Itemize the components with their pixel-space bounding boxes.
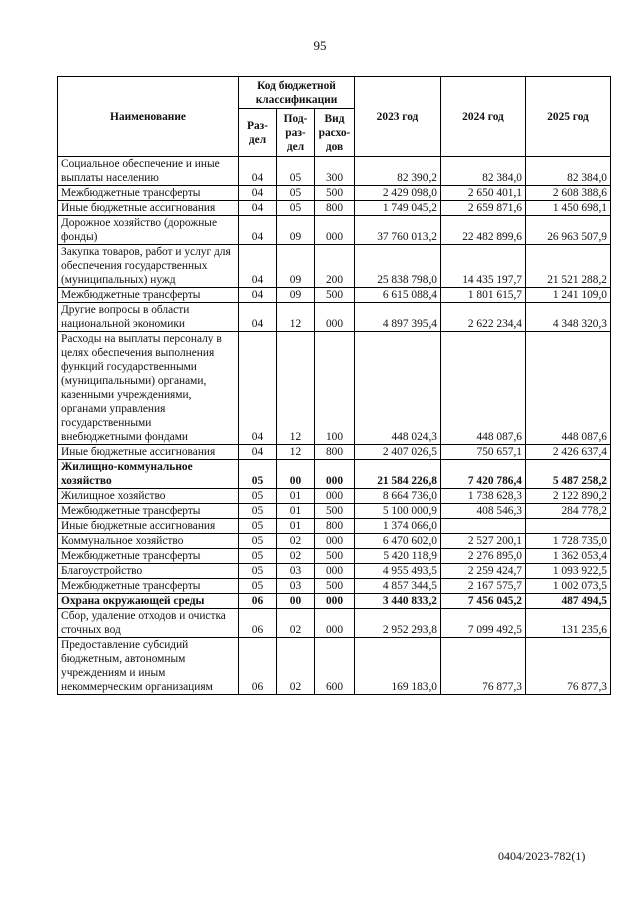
row-value-2024: 7 099 492,5: [441, 609, 526, 638]
row-name: Межбюджетные трансферты: [58, 579, 239, 594]
budget-table: [57, 76, 611, 695]
row-podrazdel: 03: [277, 579, 315, 594]
row-razdel: 05: [239, 519, 277, 534]
table-row: [58, 303, 611, 332]
table-row: [58, 549, 611, 564]
row-name: Иные бюджетные ассигнования: [58, 519, 239, 534]
header-2024: 2024 год: [441, 77, 526, 157]
row-value-2023: 2 429 098,0: [355, 186, 441, 201]
row-vid: 800: [315, 519, 355, 534]
row-value-2024: 76 877,3: [441, 638, 526, 695]
row-razdel: 05: [239, 579, 277, 594]
row-podrazdel: 12: [277, 303, 315, 332]
row-name: Жилищно-коммунальное хозяйство: [58, 460, 239, 489]
row-value-2025: 5 487 258,2: [526, 460, 611, 489]
row-name: Коммунальное хозяйство: [58, 534, 239, 549]
row-razdel: 04: [239, 157, 277, 186]
row-podrazdel: 03: [277, 564, 315, 579]
header-podrazdel: Под-раз-дел: [277, 109, 315, 157]
table-row: [58, 638, 611, 695]
row-razdel: 05: [239, 564, 277, 579]
row-name: Социальное обеспечение и иные выплаты населению: [58, 157, 239, 186]
row-name: Охрана окружающей среды: [58, 594, 239, 609]
row-vid: 500: [315, 549, 355, 564]
row-value-2023: 5 100 000,9: [355, 504, 441, 519]
row-value-2024: 750 657,1: [441, 445, 526, 460]
row-value-2023: 169 183,0: [355, 638, 441, 695]
row-value-2023: 6 615 088,4: [355, 288, 441, 303]
row-razdel: 05: [239, 460, 277, 489]
row-vid: 200: [315, 245, 355, 288]
row-podrazdel: 05: [277, 186, 315, 201]
row-value-2024: 2 259 424,7: [441, 564, 526, 579]
row-value-2025: 1 093 922,5: [526, 564, 611, 579]
row-name: Иные бюджетные ассигнования: [58, 201, 239, 216]
row-value-2024: 14 435 197,7: [441, 245, 526, 288]
row-name: Предоставление субсидий бюджетным, автономным учреждениям и иным некоммерческим организациям: [58, 638, 239, 695]
row-vid: 500: [315, 579, 355, 594]
row-value-2024: 2 276 895,0: [441, 549, 526, 564]
row-value-2025: 2 608 388,6: [526, 186, 611, 201]
document-code: 0404/2023-782(1): [498, 849, 586, 863]
row-value-2025: 284 778,2: [526, 504, 611, 519]
row-razdel: 06: [239, 638, 277, 695]
row-vid: 300: [315, 157, 355, 186]
row-razdel: 04: [239, 332, 277, 445]
table-row: [58, 489, 611, 504]
row-value-2024: 7 420 786,4: [441, 460, 526, 489]
row-podrazdel: 12: [277, 445, 315, 460]
row-value-2024: 1 738 628,3: [441, 489, 526, 504]
row-razdel: 04: [239, 245, 277, 288]
row-podrazdel: 05: [277, 157, 315, 186]
row-name: Благоустройство: [58, 564, 239, 579]
row-name: Сбор, удаление отходов и очистка сточных вод: [58, 609, 239, 638]
row-vid: 800: [315, 445, 355, 460]
row-razdel: 05: [239, 549, 277, 564]
row-value-2023: 4 857 344,5: [355, 579, 441, 594]
row-podrazdel: 09: [277, 216, 315, 245]
row-podrazdel: 00: [277, 594, 315, 609]
row-vid: 500: [315, 288, 355, 303]
row-value-2023: 8 664 736,0: [355, 489, 441, 504]
row-vid: 000: [315, 303, 355, 332]
table-row: [58, 594, 611, 609]
table-row: [58, 216, 611, 245]
row-value-2025: 4 348 320,3: [526, 303, 611, 332]
row-value-2025: 2 426 637,4: [526, 445, 611, 460]
row-vid: 100: [315, 332, 355, 445]
row-podrazdel: 01: [277, 504, 315, 519]
header-2025: 2025 год: [526, 77, 611, 157]
row-razdel: 05: [239, 534, 277, 549]
row-value-2024: [441, 519, 526, 534]
row-value-2023: 6 470 602,0: [355, 534, 441, 549]
row-value-2025: 131 235,6: [526, 609, 611, 638]
row-value-2024: 408 546,3: [441, 504, 526, 519]
row-name: Закупка товаров, работ и услуг для обеспечения государственных (муниципальных) нужд: [58, 245, 239, 288]
row-podrazdel: 02: [277, 638, 315, 695]
table-row: [58, 186, 611, 201]
row-vid: 000: [315, 534, 355, 549]
table-body: [58, 157, 611, 695]
row-vid: 600: [315, 638, 355, 695]
row-vid: 800: [315, 201, 355, 216]
row-vid: 000: [315, 216, 355, 245]
row-value-2023: 1 374 066,0: [355, 519, 441, 534]
page-number: 95: [313, 38, 327, 53]
table-row: [58, 579, 611, 594]
row-razdel: 06: [239, 609, 277, 638]
row-value-2023: 2 952 293,8: [355, 609, 441, 638]
row-value-2023: 5 420 118,9: [355, 549, 441, 564]
row-razdel: 05: [239, 489, 277, 504]
row-razdel: 04: [239, 186, 277, 201]
row-value-2024: 2 527 200,1: [441, 534, 526, 549]
table-row: [58, 460, 611, 489]
row-value-2023: 37 760 013,2: [355, 216, 441, 245]
row-podrazdel: 02: [277, 609, 315, 638]
row-razdel: 04: [239, 216, 277, 245]
header-vid: Вид расхо-дов: [315, 109, 355, 157]
row-value-2025: 487 494,5: [526, 594, 611, 609]
table-row: [58, 609, 611, 638]
row-name: Расходы на выплаты персоналу в целях обеспечения выполнения функций государственными (муниципальными) органами, казенными учреждениями, органами управления государственными внебюджетными фондами: [58, 332, 239, 445]
row-razdel: 04: [239, 445, 277, 460]
row-value-2023: 448 024,3: [355, 332, 441, 445]
header-2023: 2023 год: [355, 77, 441, 157]
row-value-2025: 1 241 109,0: [526, 288, 611, 303]
row-name: Межбюджетные трансферты: [58, 288, 239, 303]
table-row: [58, 157, 611, 186]
row-value-2023: 4 897 395,4: [355, 303, 441, 332]
header-name: Наименование: [58, 77, 239, 157]
row-value-2023: 25 838 798,0: [355, 245, 441, 288]
row-value-2025: 1 450 698,1: [526, 201, 611, 216]
row-value-2025: 26 963 507,9: [526, 216, 611, 245]
row-value-2023: 3 440 833,2: [355, 594, 441, 609]
row-podrazdel: 12: [277, 332, 315, 445]
row-value-2025: 1 728 735,0: [526, 534, 611, 549]
row-value-2024: 1 801 615,7: [441, 288, 526, 303]
row-name: Межбюджетные трансферты: [58, 186, 239, 201]
row-value-2024: 448 087,6: [441, 332, 526, 445]
row-vid: 000: [315, 564, 355, 579]
row-name: Межбюджетные трансферты: [58, 504, 239, 519]
row-value-2023: 1 749 045,2: [355, 201, 441, 216]
row-value-2024: 7 456 045,2: [441, 594, 526, 609]
row-value-2025: 1 002 073,5: [526, 579, 611, 594]
row-value-2025: 1 362 053,4: [526, 549, 611, 564]
table-row: [58, 564, 611, 579]
row-value-2024: 22 482 899,6: [441, 216, 526, 245]
row-podrazdel: 02: [277, 549, 315, 564]
table-row: [58, 445, 611, 460]
row-podrazdel: 09: [277, 245, 315, 288]
row-razdel: 04: [239, 303, 277, 332]
table-row: [58, 534, 611, 549]
row-name: Другие вопросы в области национальной экономики: [58, 303, 239, 332]
row-vid: 000: [315, 460, 355, 489]
row-value-2024: 2 659 871,6: [441, 201, 526, 216]
row-vid: 000: [315, 594, 355, 609]
row-value-2025: [526, 519, 611, 534]
row-razdel: 04: [239, 288, 277, 303]
row-value-2024: 2 650 401,1: [441, 186, 526, 201]
row-value-2024: 2 622 234,4: [441, 303, 526, 332]
row-name: Жилищное хозяйство: [58, 489, 239, 504]
row-podrazdel: 09: [277, 288, 315, 303]
table-row: [58, 332, 611, 445]
table-row: [58, 201, 611, 216]
row-value-2024: 82 384,0: [441, 157, 526, 186]
header-razdel: Раз-дел: [239, 109, 277, 157]
row-razdel: 05: [239, 504, 277, 519]
row-name: Дорожное хозяйство (дорожные фонды): [58, 216, 239, 245]
row-vid: 500: [315, 504, 355, 519]
row-value-2025: 76 877,3: [526, 638, 611, 695]
row-podrazdel: 02: [277, 534, 315, 549]
row-podrazdel: 01: [277, 519, 315, 534]
row-value-2023: 4 955 493,5: [355, 564, 441, 579]
row-razdel: 06: [239, 594, 277, 609]
row-name: Иные бюджетные ассигнования: [58, 445, 239, 460]
row-value-2023: 2 407 026,5: [355, 445, 441, 460]
row-podrazdel: 00: [277, 460, 315, 489]
row-vid: 500: [315, 186, 355, 201]
table-row: [58, 245, 611, 288]
row-razdel: 04: [239, 201, 277, 216]
row-value-2023: 21 584 226,8: [355, 460, 441, 489]
row-value-2025: 82 384,0: [526, 157, 611, 186]
row-name: Межбюджетные трансферты: [58, 549, 239, 564]
row-value-2025: 2 122 890,2: [526, 489, 611, 504]
row-vid: 000: [315, 489, 355, 504]
row-podrazdel: 05: [277, 201, 315, 216]
header-code-group: Код бюджетной классификации: [239, 77, 355, 109]
row-podrazdel: 01: [277, 489, 315, 504]
row-value-2025: 448 087,6: [526, 332, 611, 445]
row-vid: 000: [315, 609, 355, 638]
table-row: [58, 288, 611, 303]
row-value-2023: 82 390,2: [355, 157, 441, 186]
table-row: [58, 504, 611, 519]
row-value-2024: 2 167 575,7: [441, 579, 526, 594]
table-row: [58, 519, 611, 534]
row-value-2025: 21 521 288,2: [526, 245, 611, 288]
